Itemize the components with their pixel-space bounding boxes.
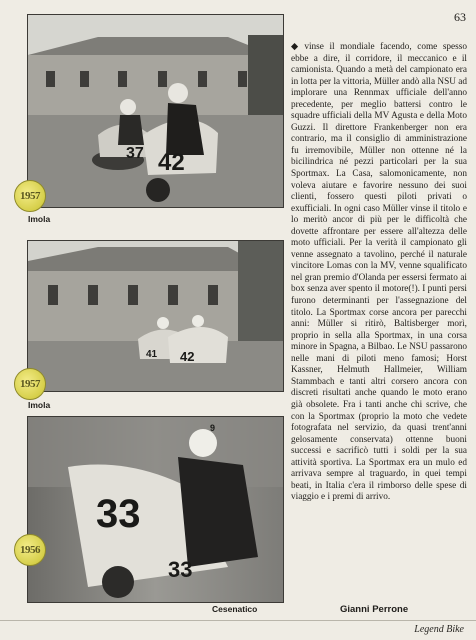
article-text: vinse il mondiale facendo, come spesso ebbe a dire, il corridore, il meccanico e il camionista. Quando a metà del campionato era in lotta per la vittoria, Müller andò alla NSU ad implorare una Rennmax ufficiale dell'anno precedente, per meglio battersi contro le squadre ufficiali della MV Agusta e della Moto Guzzi. Il direttore Frankenberger non era contrario, ma il consiglio di amministrazione fu irremovibile, Müller non ottenne né la bicilindrica né pezzi particolari per la sua Sportmax. La Casa, salomonicamente, non voleva aiutare e favorire nessuno dei suoi clienti, fossero questi piloti privati o exufficiali. In ogni caso Müller vinse il titolo e lo meritò ancor di più per le difficoltà che dovette affrontare per essere all'altezza delle moto ufficiali. Per la verità il campionato gli venne assegnato a tavolino, perché il naturale vincitore Lomas con la MV, venne squalificato nel gran premio d'Olanda per essersi fermato ai box senza aver spento il motore(!). I punti persi furono determinanti per l'assegnazione del titolo. La Sportmax corse ancora per parecchi anni: Müller si ritirò, Baltisberger morì, proprio in sella alla Sportmax, in una corsa minore in Spagna, a Bilbao. Le NSU passarono nelle mani di piloti meno famosi; Horst Kassner, Helmuth Hallmeier, William Stammbach e tanti altri corsero ancora con discreti risultati anche quando le moto erano già obsolete. Fra i tanti anche chi scrive, che con la Sportmax (proprio la moto che vedete fotografata nel servizio, da quasi trent'anni gelosamente conservata) ottenne buoni successi e sacrificò tutti i soldi per la sua attività sportiva. La Sportmax era un mulo ed arrivava sempre al traguardo, in quei tempi beati, in Italia c'era il rimborso delle spese di viaggio e i premi di arrivo. (291, 42, 467, 503)
rider-number: 37 (126, 145, 144, 162)
photo-caption: Cesenatico (212, 604, 258, 614)
year-badge: 1956 (14, 534, 46, 566)
photo-caption: Imola (28, 400, 51, 410)
continuation-arrow-icon: ◆ (291, 42, 302, 52)
rider-number: 42 (180, 349, 195, 364)
page-number: 63 (454, 10, 466, 24)
rider-number: 41 (146, 349, 158, 360)
race-photo-cesenatico (27, 416, 284, 603)
race-photo-imola-2 (27, 240, 284, 392)
year-badge: 1957 (14, 368, 46, 400)
article-body (291, 42, 467, 504)
race-photo-imola-1 (27, 14, 284, 208)
rider-number: 42 (158, 149, 185, 176)
rider-number: 9 (210, 423, 216, 433)
year-badge: 1957 (14, 180, 46, 212)
rider-number: 33 (96, 492, 141, 536)
author-name: Gianni Perrone (340, 604, 409, 615)
magazine-brand: Legend Bike (414, 624, 464, 635)
rider-number: 33 (168, 557, 193, 582)
photo-caption: Imola (28, 214, 51, 224)
footer-divider (0, 620, 476, 621)
